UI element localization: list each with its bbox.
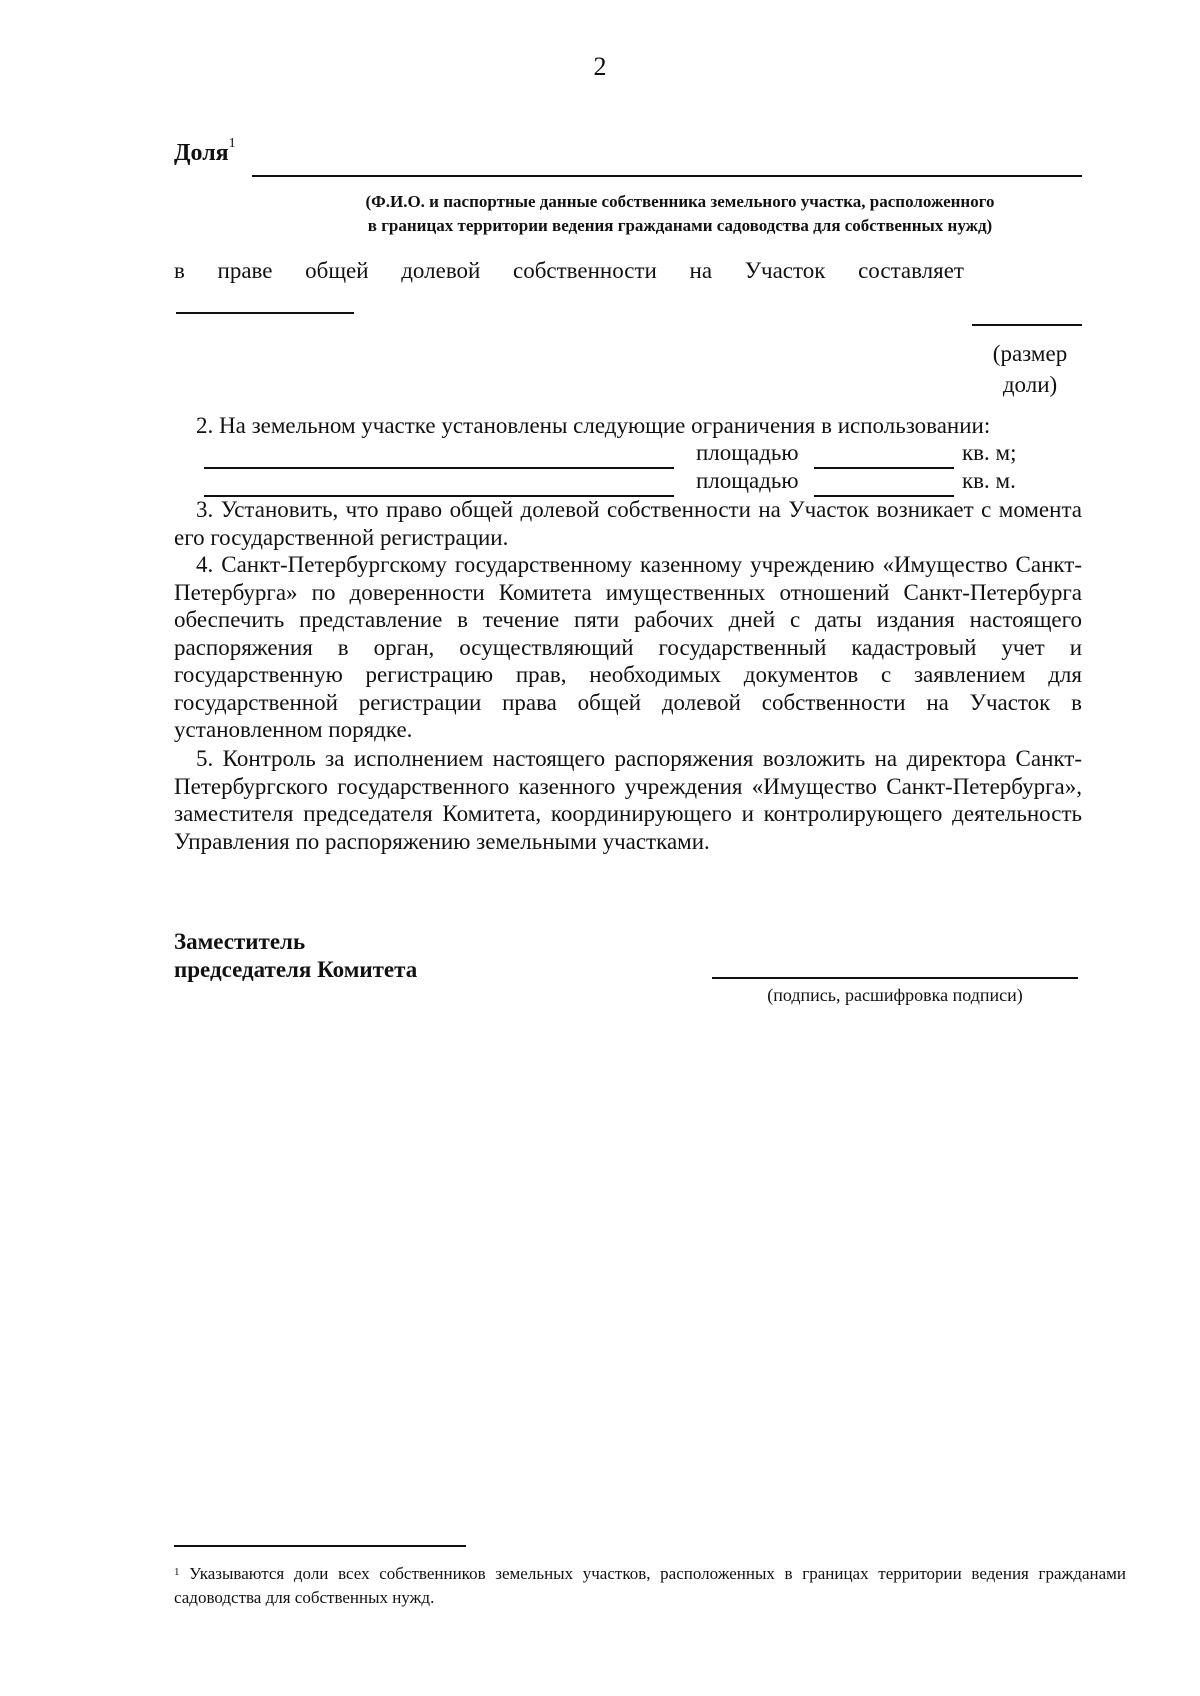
share-word: общей xyxy=(305,258,369,283)
footnote-ref: 1 xyxy=(228,136,236,151)
item-2-text: 2. На земельном участке установлены следующие ограничения в использовании: xyxy=(196,413,991,438)
item-5-text: 5. Контроль за исполнением настоящего распоряжения возложить на директора Санкт-Петербургского государственного казенного учреждения «Имущество Санкт-Петербурга», заместителя председателя Комитета, координирующего и контролирующего деятельность Управления по распоряжению земельными участками. xyxy=(174,746,1082,854)
restriction-area-line-1 xyxy=(814,467,954,469)
share-fill-line-left xyxy=(176,312,354,314)
owner-caption xyxy=(300,190,1060,238)
share-word: в xyxy=(174,258,185,283)
restriction-area-word-2: площадью xyxy=(696,468,799,493)
restriction-name-line-1 xyxy=(204,467,674,469)
share-word: Участок xyxy=(744,258,826,283)
footnote-marker: 1 xyxy=(174,1566,180,1578)
share-size-caption-line1: (размер xyxy=(992,341,1068,366)
footnote xyxy=(174,1562,1126,1610)
signatory-title-line1: Заместитель xyxy=(174,929,306,954)
owner-caption-line2: в границах территории ведения гражданами садоводства для собственных нужд) xyxy=(367,216,993,235)
owner-fill-line xyxy=(252,175,1082,177)
owner-caption-line1: (Ф.И.О. и паспортные данные собственника земельного участка, расположенного xyxy=(365,192,995,211)
share-word: долевой xyxy=(401,258,481,283)
item-3-text: 3. Установить, что право общей долевой собственности на Участок возникает с момента его государственной регистрации. xyxy=(174,497,1082,550)
signature-line xyxy=(712,977,1078,979)
share-size-caption xyxy=(980,338,1080,400)
signature-caption: (подпись, расшифровка подписи) xyxy=(767,985,1023,1005)
share-word: на xyxy=(689,258,713,283)
share-size-caption-line2: доли) xyxy=(1002,372,1058,397)
signatory-title-line2: председателя Комитета xyxy=(174,957,418,982)
share-word: составляет xyxy=(858,258,964,283)
share-label xyxy=(174,136,236,167)
signatory-title xyxy=(174,928,417,984)
item-4-text: 4. Санкт-Петербургскому государственному казенному учреждению «Имущество Санкт-Петербурга» по доверенности Комитета имущественных отношений Санкт-Петербурга обеспечить представление в течение пяти рабочих дней с даты издания настоящего распоряжения в орган, осуществляющий государственный кадастровый учет и государственную регистрацию прав, необходимых документов с заявлением для государственной регистрации права общей долевой собственности на Участок в установленном порядке. xyxy=(174,552,1082,742)
footnote-separator xyxy=(174,1545,466,1547)
share-word: собственности xyxy=(513,258,657,283)
share-word: праве xyxy=(217,258,273,283)
share-sentence xyxy=(174,258,964,284)
share-size-fill-line xyxy=(972,324,1082,326)
restriction-unit-2: кв. м. xyxy=(962,468,1016,493)
restriction-area-word-1: площадью xyxy=(696,440,799,465)
restriction-unit-1: кв. м; xyxy=(962,440,1017,465)
share-label-text: Доля xyxy=(174,140,229,166)
page-number: 2 xyxy=(593,52,607,81)
footnote-text: Указываются доли всех собственников земельных участков, расположенных в границах территории ведения гражданами садоводства для собственных нужд. xyxy=(174,1564,1126,1607)
